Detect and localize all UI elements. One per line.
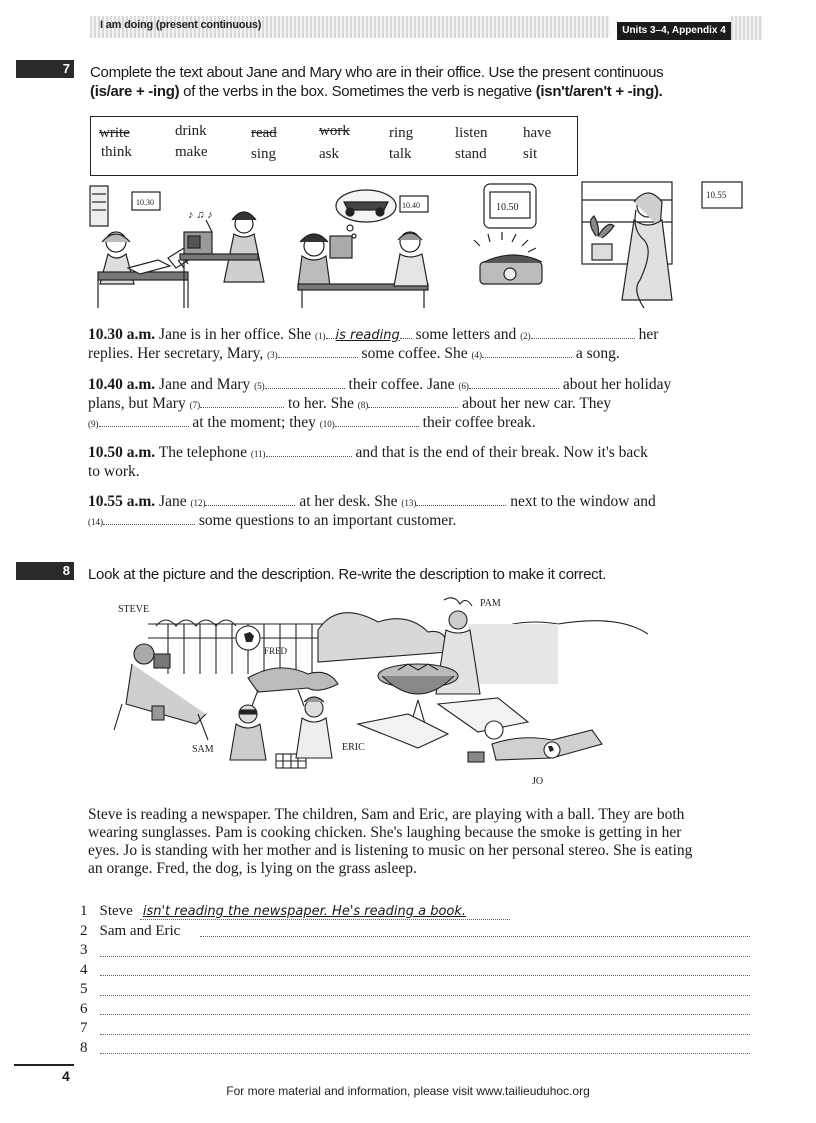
paragraph-1050 <box>88 444 748 481</box>
text: at her desk. She <box>299 493 398 510</box>
answer-text[interactable]: isn't reading the newspaper. He's reading a book. <box>142 904 467 919</box>
instruction-form-positive: (is/are + -ing) <box>90 83 180 100</box>
exercise-7-instruction-line1: Complete the text about Jane and Mary who are in their office. Use the present continuous <box>90 64 664 81</box>
answer-line <box>200 935 750 937</box>
gap-number-7: (7) <box>189 400 201 410</box>
answer-number: 4 <box>80 961 88 978</box>
label-sam: SAM <box>192 744 214 755</box>
answer-number: 7 <box>80 1020 88 1036</box>
gap-7[interactable] <box>200 395 284 408</box>
text: at the moment; they <box>192 414 316 431</box>
answer-row[interactable] <box>80 1000 750 1020</box>
word-work: work <box>319 123 350 139</box>
answer-row[interactable] <box>80 941 750 961</box>
gap-number-13: (13) <box>401 498 417 508</box>
garden-description <box>88 806 756 878</box>
answer-number: 5 <box>80 981 88 997</box>
answer-row[interactable] <box>80 1019 750 1039</box>
text: Jane and Mary <box>159 376 251 393</box>
answer-row <box>80 902 750 922</box>
word-ask: ask <box>319 146 339 162</box>
gap-6[interactable] <box>469 376 559 389</box>
word-listen: listen <box>455 125 488 141</box>
answer-line <box>100 955 750 957</box>
word-sit: sit <box>523 146 538 162</box>
answer-number: 1 <box>80 903 88 919</box>
text: a song. <box>575 345 620 362</box>
answer-1[interactable]: is reading <box>335 328 400 343</box>
gap-4[interactable] <box>482 345 572 358</box>
scene-1055 <box>582 182 742 308</box>
clock-1030: 10.30 <box>136 198 154 207</box>
paragraph-1055 <box>88 493 748 531</box>
gap-number-11: (11) <box>250 449 266 459</box>
gap-10[interactable] <box>335 414 419 427</box>
answer-number: 8 <box>80 1039 88 1056</box>
answer-row[interactable] <box>80 961 750 981</box>
word-make: make <box>175 144 208 160</box>
text: and that is the end of their break. Now it's back <box>355 444 648 461</box>
gap-14[interactable] <box>103 512 195 525</box>
exercise-8-badge: 8 <box>16 562 74 580</box>
paragraph-1040 <box>88 376 754 433</box>
garden-illustration <box>108 594 668 790</box>
text: to her. She <box>287 395 354 412</box>
label-steve: STEVE <box>118 604 150 615</box>
word-read: read <box>251 125 277 141</box>
gap-number-1: (1) <box>315 331 326 341</box>
text: The telephone <box>158 444 248 461</box>
instruction-mid: of the verbs in the box. Sometimes the verb is negative <box>179 83 536 100</box>
scene-1030-secretary <box>180 209 264 308</box>
text: to work. <box>88 463 140 480</box>
scene-1030 <box>90 186 192 308</box>
gap-number-9: (9) <box>88 419 99 429</box>
gap-9[interactable] <box>99 414 189 427</box>
scene-1050 <box>474 184 542 284</box>
brick-wall <box>468 624 558 684</box>
text: her <box>638 326 659 343</box>
gap-number-12: (12) <box>190 498 206 508</box>
instruction-form-negative: (isn't/aren't + -ing). <box>535 83 663 100</box>
label-jo: JO <box>532 776 544 787</box>
figure-eric <box>296 697 365 758</box>
text: plans, but Mary <box>88 395 186 412</box>
description-line-1: Steve is reading a newspaper. The children, Sam and Eric, are playing with a ball. They are both <box>88 806 685 823</box>
clock-1050: 10.50 <box>496 202 519 213</box>
text: about her holiday <box>562 376 672 393</box>
page-number-rule <box>14 1064 74 1066</box>
clock-1055: 10.55 <box>706 190 727 200</box>
figure-jo <box>468 721 602 787</box>
clock-1040: 10.40 <box>402 201 420 210</box>
label-eric: ERIC <box>342 742 365 753</box>
gap-number-4: (4) <box>471 350 482 360</box>
answer-row[interactable] <box>80 980 750 1000</box>
gap-13[interactable] <box>416 493 506 506</box>
gap-number-14: (14) <box>88 517 103 527</box>
gap-11[interactable] <box>266 444 352 457</box>
answer-number: 3 <box>80 942 88 958</box>
description-line-3: eyes. Jo is standing with her mother and is listening to music on her personal stereo. She is eating <box>88 842 693 859</box>
gap-number-5: (5) <box>254 381 265 391</box>
time-1050: 10.50 a.m. <box>88 444 156 461</box>
answer-prefix: Sam and Eric <box>99 922 181 939</box>
description-line-4: an orange. Fred, the dog, is lying on the grass asleep. <box>88 860 417 877</box>
gap-5[interactable] <box>265 376 345 389</box>
exercise-7-instruction-line2 <box>90 83 663 101</box>
text: some letters and <box>415 326 517 343</box>
bushes <box>318 613 448 662</box>
time-1055: 10.55 a.m. <box>88 493 156 510</box>
paragraph-1030 <box>88 326 752 364</box>
answer-number: 2 <box>80 922 88 939</box>
gap-8[interactable] <box>368 395 458 408</box>
description-line-2: wearing sunglasses. Pam is cooking chicken. She's laughing because the smoke is getting in her <box>88 824 682 841</box>
answer-number: 6 <box>80 1000 88 1017</box>
word-write: write <box>99 125 130 141</box>
header-banner-tail <box>731 16 763 40</box>
text: Jane <box>159 493 187 510</box>
label-fred: FRED <box>264 646 288 656</box>
gap-number-6: (6) <box>458 381 469 391</box>
gap-number-10: (10) <box>319 419 335 429</box>
office-illustration <box>88 180 748 312</box>
scene-1040 <box>298 190 428 308</box>
word-stand: stand <box>455 146 487 162</box>
text: about her new car. They <box>462 395 612 412</box>
word-sing: sing <box>251 146 277 162</box>
exercise-8-instruction: Look at the picture and the description. Re-write the description to make it correct. <box>88 566 607 583</box>
text: next to the window and <box>510 493 656 510</box>
label-pam: PAM <box>480 598 501 609</box>
word-talk: talk <box>389 146 412 162</box>
answer-line <box>100 1033 750 1035</box>
text: replies. Her secretary, Mary, <box>88 345 264 362</box>
word-drink: drink <box>175 123 207 139</box>
svg-text:♪ ♫ ♪: ♪ ♫ ♪ <box>188 209 213 221</box>
gap-3[interactable] <box>278 345 358 358</box>
header-unit-title: I am doing (present continuous) <box>100 19 262 31</box>
word-think: think <box>101 144 132 160</box>
answer-row[interactable] <box>80 1039 750 1059</box>
gap-12[interactable] <box>205 493 295 506</box>
text: Jane is in her office. She <box>159 326 312 343</box>
gap-number-3: (3) <box>267 350 278 360</box>
gap-number-2: (2) <box>520 331 531 341</box>
answer-line <box>100 994 750 996</box>
time-1040: 10.40 a.m. <box>88 376 156 393</box>
answer-lines <box>80 902 750 1058</box>
text: some questions to an important customer. <box>198 512 457 529</box>
gap-number-8: (8) <box>357 400 369 410</box>
header-units-label: Units 3–4, Appendix 4 <box>617 22 731 40</box>
answer-row[interactable] <box>80 922 750 942</box>
gap-dots <box>400 326 412 339</box>
word-ring: ring <box>389 125 414 141</box>
time-1030: 10.30 a.m. <box>88 326 156 343</box>
text: their coffee break. <box>422 414 536 431</box>
text: their coffee. Jane <box>348 376 455 393</box>
gap-2[interactable] <box>531 326 635 339</box>
answer-line <box>100 1052 750 1054</box>
answer-line <box>140 918 510 920</box>
exercise-7-badge: 7 <box>16 60 74 78</box>
answer-prefix: Steve <box>99 903 133 919</box>
answer-line <box>100 1013 750 1015</box>
text: some coffee. She <box>361 345 468 362</box>
verb-word-box <box>90 116 578 176</box>
answer-line <box>100 974 750 976</box>
footer-text: For more material and information, please visit www.tailieuduhoc.org <box>226 1084 590 1098</box>
gap-dots <box>326 326 336 339</box>
word-have: have <box>523 125 552 141</box>
page-number: 4 <box>62 1068 70 1084</box>
